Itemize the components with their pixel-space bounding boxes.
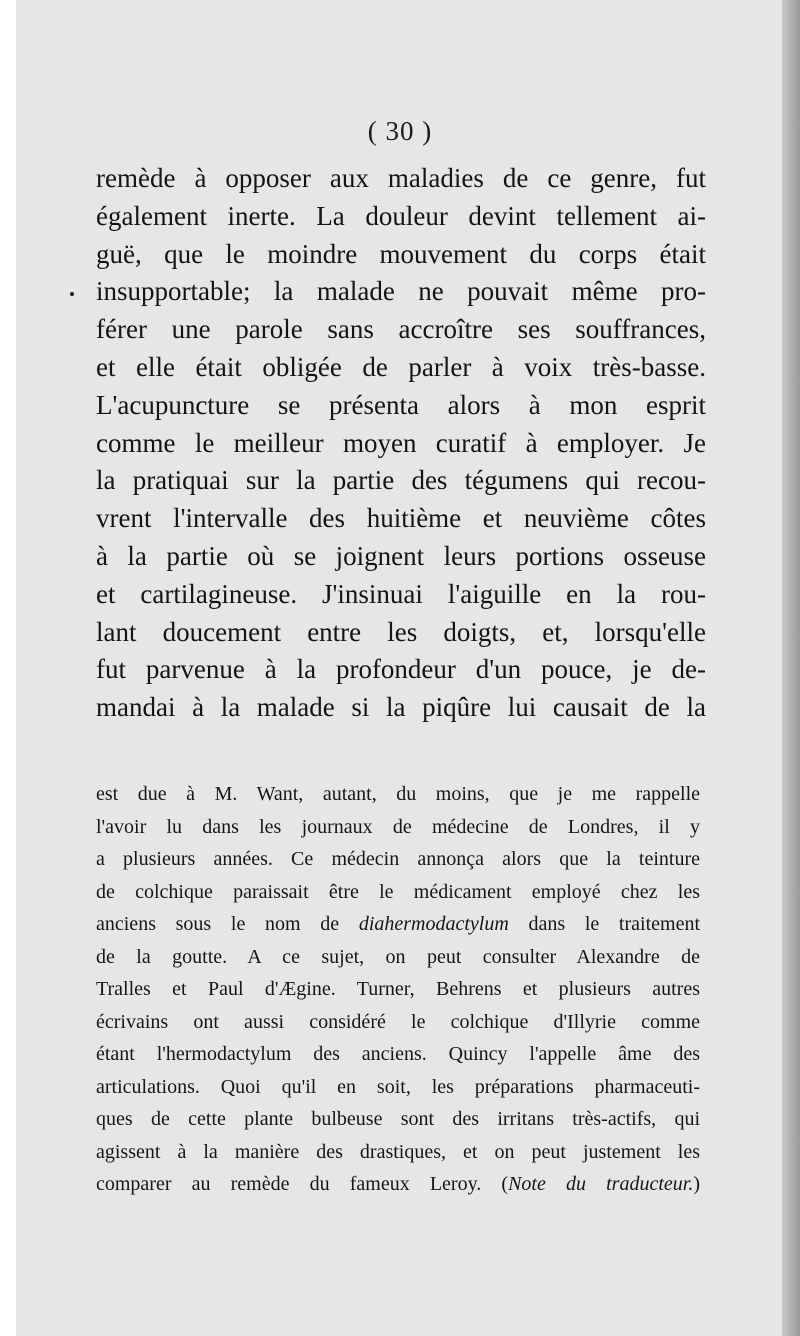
- footnote-line: de colchique paraissait être le médicament employé chez les: [96, 880, 700, 903]
- text-line: à la partie où se joignent leurs portions osseuse: [96, 540, 706, 571]
- scan-margin-left: [0, 0, 16, 1336]
- footnote-text: dans le traitement: [508, 913, 701, 935]
- text-line: la pratiquai sur la partie des tégumens qui recou-: [96, 465, 706, 496]
- page-number: ( 30 ): [367, 116, 433, 146]
- footnote-text: comparer au remède du fameux Leroy. (: [96, 1173, 509, 1195]
- text-line: L'acupuncture se présenta alors à mon esprit: [96, 389, 706, 420]
- text-line: comme le meilleur moyen curatif à employer. Je: [96, 427, 706, 458]
- footnote-line: de la goutte. A ce sujet, on peut consulter Alexandre de: [96, 945, 700, 968]
- footnote-line: l'avoir lu dans les journaux de médecine de Londres, il y: [96, 815, 700, 838]
- text-line: insupportable; la malade ne pouvait même pro-: [96, 276, 706, 307]
- ink-speck: [70, 292, 74, 296]
- text-line: également inerte. La douleur devint tellement ai-: [96, 200, 706, 231]
- text-line: mandai à la malade si la piqûre lui causait de la: [96, 692, 706, 723]
- text-line: et elle était obligée de parler à voix très-basse.: [96, 351, 706, 382]
- text-line: férer une parole sans accroître ses souffrances,: [96, 314, 706, 345]
- text-line: remède à opposer aux maladies de ce genre, fut: [96, 163, 706, 193]
- footnote-line: [96, 908, 700, 941]
- footnote-line: Tralles et Paul d'Ægine. Turner, Behrens et plusieurs autres: [96, 978, 700, 1000]
- main-text: [96, 160, 706, 727]
- footnote-line: [96, 1168, 700, 1201]
- text-line: lant doucement entre les doigts, et, lorsqu'elle: [96, 616, 706, 647]
- footnote-line: est due à M. Want, autant, du moins, que je me rappelle: [96, 783, 700, 805]
- text-line: fut parvenue à la profondeur d'un pouce, je de-: [96, 654, 706, 685]
- footnote-line: articulations. Quoi qu'il en soit, les préparations pharmaceuti-: [96, 1075, 700, 1098]
- footnote-line: écrivains ont aussi considéré le colchique d'Illyrie comme: [96, 1010, 700, 1033]
- text-line: vrent l'intervalle des huitième et neuvième côtes: [96, 503, 706, 534]
- footnote-text: anciens sous le nom de: [96, 913, 359, 935]
- footnote: [96, 778, 700, 1201]
- text-line: guë, que le moindre mouvement du corps était: [96, 238, 706, 269]
- translator-note: Note du traducteur.: [508, 1173, 694, 1195]
- italic-term: diahermodactylum: [358, 913, 509, 935]
- scan-margin-right: [782, 0, 800, 1336]
- footnote-line: étant l'hermodactylum des anciens. Quincy l'appelle âme des: [96, 1043, 700, 1065]
- footnote-line: ques de cette plante bulbeuse sont des irritans très-actifs, qui: [96, 1108, 700, 1130]
- footnote-line: agissent à la manière des drastiques, et on peut justement les: [96, 1140, 700, 1163]
- text-line: et cartilagineuse. J'insinuai l'aiguille en la rou-: [96, 578, 706, 609]
- footnote-text: ): [693, 1173, 700, 1195]
- footnote-line: a plusieurs années. Ce médecin annonça alors que la teinture: [96, 848, 700, 870]
